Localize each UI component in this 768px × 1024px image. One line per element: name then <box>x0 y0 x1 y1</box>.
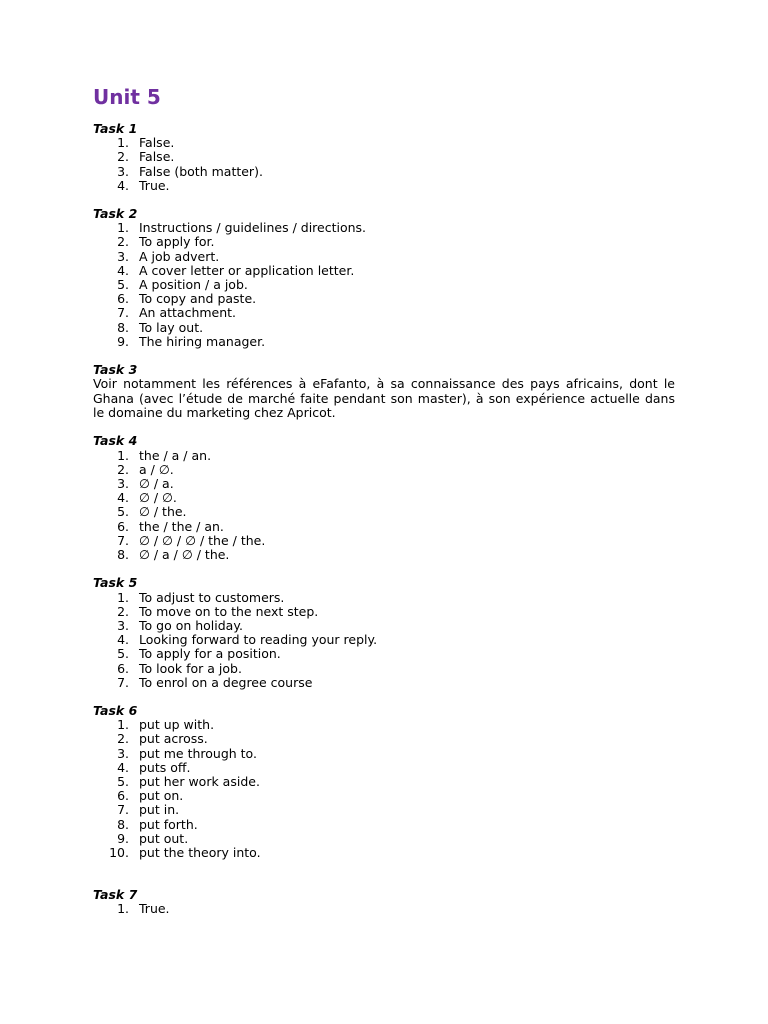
list-item <box>93 846 675 860</box>
list-number: 5. <box>117 773 129 789</box>
list-item <box>93 179 675 193</box>
list-number: 4. <box>117 262 129 278</box>
list-number: 7. <box>117 674 129 690</box>
answer-text: put on. <box>139 788 184 804</box>
list-number: 7. <box>117 305 129 321</box>
list-number: 9. <box>117 830 129 846</box>
list-number: 8. <box>117 319 129 335</box>
list-number: 3. <box>117 476 129 492</box>
answer-text: False. <box>139 149 175 165</box>
answer-list <box>93 718 675 860</box>
list-item <box>93 718 675 732</box>
list-number: 2. <box>117 731 129 747</box>
list-item <box>93 335 675 349</box>
answer-text: the / a / an. <box>139 447 212 463</box>
answer-text: ∅ / a. <box>139 476 174 492</box>
task-section <box>93 576 675 690</box>
list-item <box>93 902 675 916</box>
answer-text: put up with. <box>139 717 215 733</box>
answer-text: An attachment. <box>139 305 237 321</box>
list-number: 8. <box>117 547 129 563</box>
list-item <box>93 463 675 477</box>
answer-text: False. <box>139 135 175 151</box>
answer-text: To go on holiday. <box>139 617 243 633</box>
list-number: 6. <box>117 291 129 307</box>
list-item <box>93 832 675 846</box>
list-item <box>93 747 675 761</box>
task-title: Task 3 <box>93 362 138 378</box>
task-title: Task 6 <box>93 702 138 718</box>
task-list <box>93 122 675 917</box>
list-item <box>93 491 675 505</box>
list-item <box>93 235 675 249</box>
answer-text: put forth. <box>139 816 198 832</box>
list-number: 4. <box>117 759 129 775</box>
list-number: 5. <box>117 277 129 293</box>
task-title: Task 1 <box>93 121 138 136</box>
list-number: 6. <box>117 660 129 676</box>
answer-text: To copy and paste. <box>139 291 257 307</box>
task-section <box>93 207 675 349</box>
list-item <box>93 449 675 463</box>
answer-text: put me through to. <box>139 745 257 761</box>
list-number: 6. <box>117 788 129 804</box>
list-item <box>93 321 675 335</box>
task-title: Task 2 <box>93 206 138 222</box>
answer-text: put her work aside. <box>139 773 260 789</box>
answer-list <box>93 221 675 349</box>
list-item <box>93 818 675 832</box>
list-number: 3. <box>117 745 129 761</box>
answer-text: A job advert. <box>139 248 220 264</box>
list-number: 1. <box>117 447 129 463</box>
list-item <box>93 505 675 519</box>
task-paragraph: Voir notamment les références à eFafanto, à sa connaissance des pays africains, dont le Ghana (avec l’étude de marché faite pendant son master), à son expérience actuelle dans le domaine du marketing chez Apricot. <box>93 376 675 421</box>
list-item <box>93 477 675 491</box>
list-number: 3. <box>117 617 129 633</box>
answer-text: puts off. <box>139 759 191 775</box>
answer-text: ∅ / a / ∅ / the. <box>139 547 230 563</box>
answer-text: A position / a job. <box>139 277 248 293</box>
list-item <box>93 761 675 775</box>
list-number: 3. <box>117 163 129 179</box>
list-item <box>93 306 675 320</box>
answer-text: ∅ / ∅ / ∅ / the / the. <box>139 532 266 548</box>
list-number: 5. <box>117 646 129 662</box>
list-item <box>93 136 675 150</box>
answer-text: the / the / an. <box>139 518 224 534</box>
list-item <box>93 250 675 264</box>
list-number: 6. <box>117 518 129 534</box>
unit-title: Unit 5 <box>93 85 161 109</box>
answer-list <box>93 591 675 690</box>
list-number: 9. <box>117 333 129 349</box>
answer-text: To lay out. <box>139 319 204 335</box>
list-item <box>93 789 675 803</box>
answer-text: True. <box>139 177 170 193</box>
answer-text: put out. <box>139 830 189 846</box>
list-item <box>93 292 675 306</box>
list-number: 4. <box>117 490 129 506</box>
list-number: 2. <box>117 234 129 250</box>
list-item <box>93 165 675 179</box>
list-number: 2. <box>117 603 129 619</box>
answer-text: a / ∅. <box>139 461 174 477</box>
answer-text: ∅ / ∅. <box>139 490 177 506</box>
answer-text: False (both matter). <box>139 163 263 179</box>
task-title: Task 5 <box>93 575 138 591</box>
task-title: Task 4 <box>93 433 138 449</box>
list-item <box>93 605 675 619</box>
list-number: 3. <box>117 248 129 264</box>
list-number: 1. <box>117 589 129 605</box>
answer-text: The hiring manager. <box>139 333 266 349</box>
answer-text: A cover letter or application letter. <box>139 262 355 278</box>
list-number: 1. <box>117 220 129 236</box>
list-item <box>93 221 675 235</box>
answer-text: To enrol on a degree course <box>139 674 313 690</box>
answer-text: Instructions / guidelines / directions. <box>139 220 367 236</box>
answer-text: To move on to the next step. <box>139 603 319 619</box>
task-section <box>93 888 675 916</box>
answer-text: To look for a job. <box>139 660 242 676</box>
list-number: 1. <box>117 135 129 151</box>
list-item <box>93 633 675 647</box>
document-page <box>93 84 675 931</box>
answer-text: put across. <box>139 731 208 747</box>
list-number: 8. <box>117 816 129 832</box>
task-title: Task 7 <box>93 887 138 903</box>
task-section <box>93 704 675 860</box>
list-number: 7. <box>117 532 129 548</box>
list-number: 1. <box>117 901 129 917</box>
answer-list <box>93 449 675 563</box>
answer-list <box>93 902 675 916</box>
task-section <box>93 122 675 193</box>
list-item <box>93 534 675 548</box>
task-section <box>93 434 675 562</box>
list-item <box>93 676 675 690</box>
answer-text: put in. <box>139 802 180 818</box>
list-item <box>93 278 675 292</box>
list-item <box>93 619 675 633</box>
list-number: 7. <box>117 802 129 818</box>
list-number: 2. <box>117 149 129 165</box>
list-number: 5. <box>117 504 129 520</box>
list-number: 10. <box>109 844 129 860</box>
list-item <box>93 548 675 562</box>
answer-text: Looking forward to reading your reply. <box>139 632 378 648</box>
task-section <box>93 363 675 420</box>
list-item <box>93 775 675 789</box>
list-number: 4. <box>117 177 129 193</box>
answer-text: ∅ / the. <box>139 504 187 520</box>
answer-text: put the theory into. <box>139 844 261 860</box>
list-item <box>93 150 675 164</box>
list-number: 2. <box>117 461 129 477</box>
answer-text: To apply for a position. <box>139 646 281 662</box>
list-item <box>93 662 675 676</box>
list-number: 4. <box>117 632 129 648</box>
list-item <box>93 647 675 661</box>
list-item <box>93 732 675 746</box>
answer-text: To apply for. <box>139 234 215 250</box>
answer-text: True. <box>139 901 170 917</box>
answer-text: To adjust to customers. <box>139 589 285 605</box>
list-number: 1. <box>117 717 129 733</box>
list-item <box>93 264 675 278</box>
list-item <box>93 520 675 534</box>
list-item <box>93 591 675 605</box>
answer-list <box>93 136 675 193</box>
list-item <box>93 803 675 817</box>
